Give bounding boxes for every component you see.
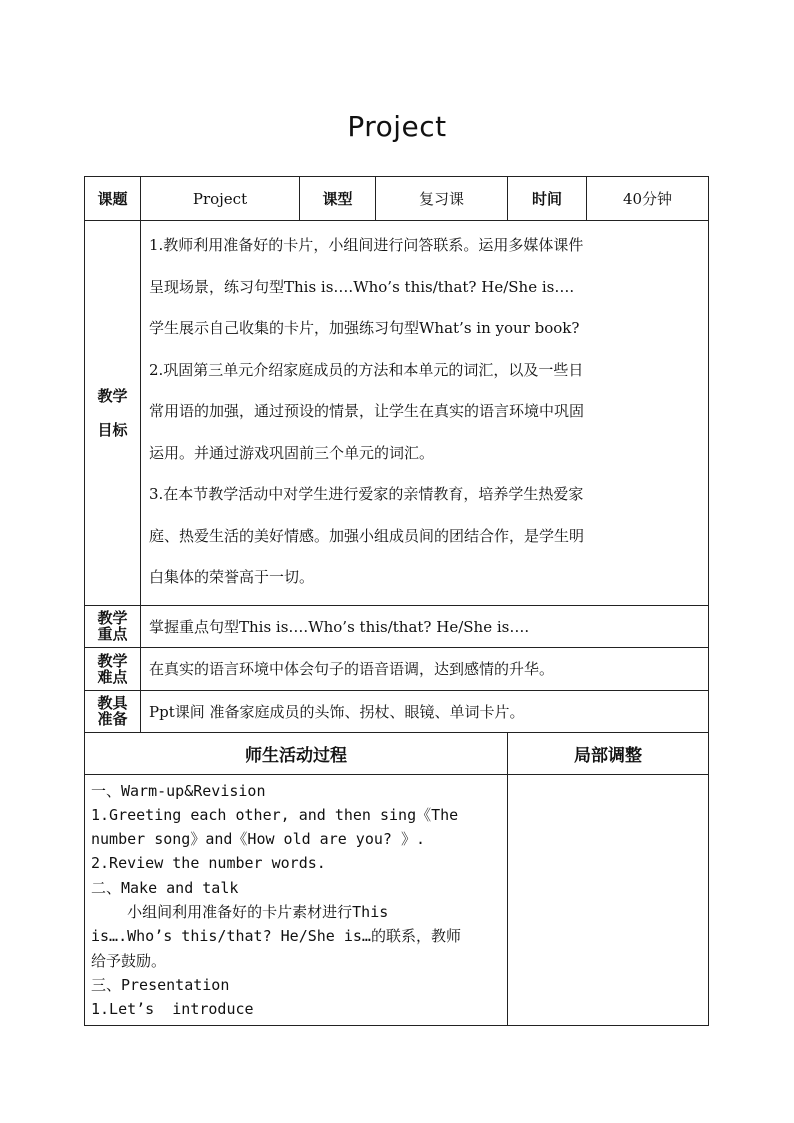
time-value: 40分钟 (587, 177, 709, 221)
process-line: is….Who’s this/that? He/She is…的联系，教师 (91, 927, 461, 946)
page-title: Project (347, 110, 447, 143)
goals-label: 教学 目标 (85, 221, 141, 606)
difficult-points-value: 在真实的语言环境中体会句子的语音语调，达到感情的升华。 (141, 647, 709, 690)
process-line: 小组间利用准备好的卡片素材进行This (91, 902, 389, 921)
process-line: 二、Make and talk (91, 878, 239, 897)
adjust-header: 局部调整 (508, 732, 709, 774)
process-line: 1.Let’s introduce (91, 1000, 254, 1019)
topic-label: 课题 (85, 177, 141, 221)
process-line: 一、Warm-up&Revision (91, 781, 266, 800)
teaching-aids-value: Ppt课间 准备家庭成员的头饰、拐杖、眼镜、单词卡片。 (141, 690, 709, 732)
goals-row (85, 221, 709, 606)
key-points-value: 掌握重点句型This is….Who’s this/that? He/She is…. (141, 605, 709, 647)
teaching-aids-row (85, 690, 709, 732)
goal-line: 3.在本节教学活动中对学生进行爱家的亲情教育，培养学生热爱家 (149, 485, 584, 503)
goal-line: 1.教师利用准备好的卡片，小组间进行问答联系。运用多媒体课件 (149, 236, 584, 254)
adjust-content (508, 774, 709, 1026)
time-label: 时间 (508, 177, 587, 221)
difficult-points-label: 教学 难点 (85, 647, 141, 690)
goal-line: 运用。并通过游戏巩固前三个单元的词汇。 (149, 443, 435, 462)
process-line: number song》and《How old are you? 》. (91, 830, 425, 849)
goal-line: 2.巩固第三单元介绍家庭成员的方法和本单元的词汇，以及一些日 (149, 360, 584, 379)
process-line: 2.Review the number words. (91, 854, 326, 873)
process-header: 师生活动过程 (85, 732, 508, 774)
process-content (85, 774, 508, 1026)
type-label: 课型 (300, 177, 376, 221)
process-line: 给予鼓励。 (91, 951, 167, 970)
goals-content (141, 221, 709, 606)
goal-line: 庭、热爱生活的美好情感。加强小组成员间的团结合作，是学生明 (149, 526, 585, 545)
process-line: 1.Greeting each other, and then sing《The (91, 805, 459, 824)
type-value: 复习课 (376, 177, 508, 221)
topic-value: Project (141, 177, 300, 221)
goal-line: 白集体的荣誉高于一切。 (149, 568, 315, 586)
key-points-label: 教学 重点 (85, 605, 141, 647)
process-line: 三、Presentation (91, 975, 230, 994)
goal-line: 呈现场景，练习句型This is….Who’s this/that? He/She is…. (149, 277, 575, 296)
header-row (85, 177, 709, 221)
key-points-row (85, 605, 709, 647)
goal-line: 学生展示自己收集的卡片，加强练习句型What’s in your book? (149, 319, 580, 337)
goal-line: 常用语的加强，通过预设的情景，让学生在真实的语言环境中巩固 (149, 402, 585, 420)
difficult-points-row (85, 647, 709, 690)
process-header-row (85, 732, 709, 774)
process-row (85, 774, 709, 1026)
lesson-plan-table (84, 176, 709, 1026)
teaching-aids-label: 教具 准备 (85, 690, 141, 732)
